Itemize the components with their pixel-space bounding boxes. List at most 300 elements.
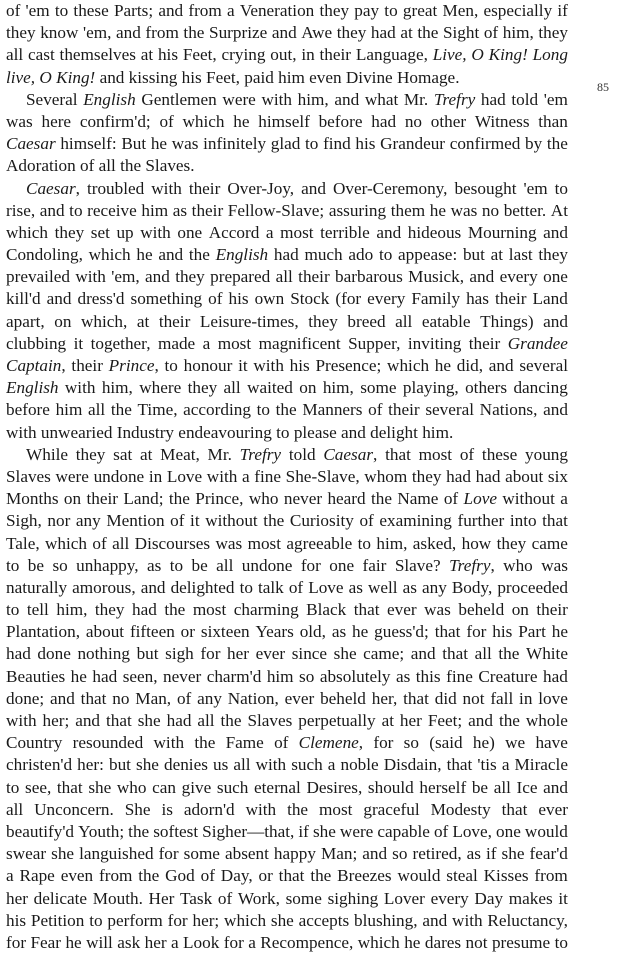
word: adorn'd: [183, 799, 235, 819]
word: of: [208, 289, 223, 309]
word: Ice: [516, 777, 538, 797]
word: for: [223, 932, 244, 952]
word: graceful: [363, 799, 420, 819]
word: him: [55, 400, 83, 420]
word: Man,: [135, 688, 172, 708]
word: She: [124, 799, 151, 819]
text-line: [6, 22, 568, 44]
word: a: [560, 489, 568, 509]
word: But: [121, 134, 147, 154]
word: which: [88, 245, 131, 265]
word: Long: [532, 45, 568, 65]
word: O: [471, 45, 484, 65]
word: breed: [347, 311, 386, 331]
justified-words: [6, 821, 568, 843]
word: delighted: [170, 577, 235, 597]
word: any: [197, 688, 222, 708]
word: him,: [376, 533, 408, 553]
page-number: 85: [597, 80, 609, 94]
text-line: [6, 777, 568, 799]
word: to: [256, 400, 270, 420]
word: much: [304, 245, 343, 265]
word: that: [105, 711, 132, 730]
word: Mouth.: [92, 888, 143, 908]
word: they: [411, 466, 442, 486]
word: herself: [419, 777, 467, 797]
word: every: [499, 267, 538, 287]
word: us: [212, 755, 229, 775]
word: in: [519, 688, 533, 708]
text-line: [6, 422, 568, 444]
word: Love: [166, 466, 203, 486]
word: other: [430, 111, 467, 131]
word: him,: [502, 23, 534, 43]
word: know: [40, 23, 79, 43]
word: he: [352, 622, 369, 642]
word: she: [501, 844, 525, 864]
word: would: [397, 866, 441, 886]
word: which: [357, 932, 400, 952]
word: eatable: [421, 311, 471, 331]
word: retired,: [412, 844, 462, 864]
word: have: [535, 733, 568, 753]
word: several: [425, 400, 474, 420]
word: and: [543, 777, 568, 797]
word: 'tis: [477, 755, 497, 775]
word: of: [176, 688, 192, 708]
word: he): [472, 733, 495, 753]
word: Parts;: [113, 1, 154, 20]
word: their: [388, 400, 420, 420]
word: her;: [192, 910, 220, 930]
word: any: [75, 511, 101, 531]
word: to: [357, 533, 371, 553]
word: which: [45, 533, 88, 553]
word: him: [141, 200, 169, 220]
word: softest: [153, 821, 199, 841]
word: was: [424, 600, 451, 620]
word: talk: [258, 577, 284, 597]
word: which: [224, 910, 267, 930]
text-line: [6, 178, 568, 200]
word: Nation,: [227, 688, 279, 708]
word: but: [136, 644, 159, 664]
word: the: [110, 400, 132, 420]
word: agreeable: [286, 533, 353, 553]
word: she: [312, 821, 336, 841]
text-line: [6, 466, 568, 488]
text-line: [6, 799, 568, 821]
word: all: [216, 555, 234, 575]
word: others: [465, 378, 508, 398]
word: for: [466, 622, 487, 642]
word: Her: [148, 888, 175, 908]
word: troubled: [86, 178, 145, 198]
text-line: [6, 710, 568, 732]
word: Disdain,: [383, 755, 442, 775]
word: to: [6, 555, 20, 575]
word: that: [80, 688, 107, 708]
word: a: [265, 222, 274, 242]
word: with: [140, 222, 171, 242]
word: Slave?: [394, 555, 441, 575]
word: he: [70, 666, 87, 686]
word: Slaves: [247, 711, 293, 730]
word: all: [275, 267, 293, 287]
word: as: [331, 622, 347, 642]
word: ever: [387, 600, 417, 620]
word: on: [511, 600, 529, 620]
word: 'em,: [111, 267, 140, 287]
word: Plantation,: [6, 622, 80, 642]
word: Prince,: [195, 489, 244, 509]
word: Recompence,: [260, 932, 354, 952]
word: and: [46, 289, 72, 309]
word: should: [367, 777, 414, 797]
word: nor: [47, 511, 71, 531]
word: denies: [163, 755, 208, 775]
word: all: [223, 378, 241, 398]
word: had: [6, 644, 31, 664]
word: told: [288, 444, 316, 464]
word: at: [140, 45, 154, 65]
justified-words: [6, 22, 568, 44]
word: had: [92, 666, 118, 686]
word: had: [370, 23, 396, 43]
text-segment: and kissing his Feet, paid him even Divine Homage.: [95, 67, 460, 87]
word: would: [524, 821, 568, 841]
word: Mr.: [403, 89, 429, 109]
word: fifteen: [129, 622, 175, 642]
word: the: [183, 23, 205, 43]
text-line: [6, 865, 568, 887]
word: with: [245, 799, 277, 819]
word: She-Slave,: [285, 466, 360, 486]
word: of: [483, 23, 499, 43]
word: her: [6, 888, 28, 908]
justified-words: [6, 533, 568, 555]
word: makes: [508, 888, 553, 908]
word: on: [63, 489, 82, 509]
word: one: [543, 267, 568, 287]
justified-words: [6, 621, 568, 643]
word: not: [465, 932, 488, 952]
word: told: [511, 89, 539, 109]
word: we: [505, 733, 526, 753]
word: had: [542, 666, 568, 686]
word: had: [273, 245, 299, 265]
word: better.: [503, 200, 547, 220]
word: he: [429, 200, 446, 220]
word: fear'd: [529, 844, 568, 864]
word: so: [52, 555, 68, 575]
word: with: [253, 356, 284, 375]
word: capable: [377, 821, 430, 841]
word: Youth;: [78, 821, 125, 841]
word: never: [283, 489, 323, 509]
text-line: [6, 355, 568, 377]
word: was: [215, 533, 243, 553]
word: sighing: [327, 888, 379, 908]
text-line: [6, 89, 568, 111]
word: a: [170, 932, 179, 952]
word: ever: [538, 799, 568, 819]
text-line: [6, 533, 568, 555]
text-line: [6, 643, 568, 665]
word: Land;: [123, 489, 164, 509]
justified-words: [6, 599, 568, 621]
word: came;: [363, 644, 405, 664]
word: who: [116, 777, 147, 797]
word: their: [495, 289, 527, 309]
text-line: [6, 621, 568, 643]
word: steal: [446, 866, 478, 886]
word: infinitely: [203, 134, 267, 154]
word: and: [145, 267, 170, 287]
word: came: [531, 533, 568, 553]
word: of: [359, 511, 374, 531]
word: appease:: [398, 245, 458, 265]
word: her;: [42, 711, 70, 730]
word: dancing: [513, 378, 568, 398]
word: with: [151, 178, 182, 198]
word: at: [490, 245, 504, 265]
text-line: [6, 888, 568, 910]
word: charming: [233, 600, 299, 620]
word: all: [6, 45, 24, 65]
word: of: [159, 111, 174, 131]
word: perform: [107, 910, 163, 930]
word: of: [217, 888, 233, 908]
word: was: [6, 111, 33, 131]
word: had: [480, 89, 506, 109]
word: some: [183, 844, 220, 864]
text-line: [6, 599, 568, 621]
word: Love: [308, 577, 344, 597]
word: with: [153, 733, 185, 753]
word: all: [233, 755, 251, 775]
word: what: [364, 89, 399, 109]
word: beheld: [320, 688, 366, 708]
word: done;: [6, 688, 45, 708]
word: Grandeur: [380, 134, 446, 154]
word: no: [481, 200, 500, 220]
word: beautify'd: [6, 821, 75, 841]
word: Clemene,: [298, 733, 364, 753]
text-line: [6, 932, 568, 954]
word: if: [557, 1, 568, 20]
word: his: [289, 356, 310, 375]
word: which: [182, 111, 225, 131]
word: her: [144, 932, 167, 952]
text-line: [6, 288, 568, 310]
word: most: [217, 333, 252, 353]
word: every: [367, 289, 406, 309]
word: and: [39, 200, 65, 220]
word: his: [355, 134, 376, 154]
word: they: [336, 23, 367, 43]
word: Petition: [30, 910, 85, 930]
word: the: [168, 489, 190, 509]
word: Trefry: [239, 444, 282, 464]
word: will: [86, 932, 113, 952]
justified-words: [6, 888, 568, 910]
word: the: [188, 245, 210, 265]
word: Language,: [355, 45, 428, 65]
word: they: [319, 1, 350, 20]
word: of: [459, 444, 475, 464]
word: they: [308, 311, 338, 331]
word: last: [508, 245, 533, 265]
justified-words: [6, 577, 568, 599]
word: Witness: [474, 111, 530, 131]
word: for: [300, 555, 321, 575]
text-line: [6, 67, 568, 89]
word: that: [353, 600, 380, 620]
word: such: [291, 755, 323, 775]
word: one: [177, 222, 203, 242]
word: Black: [306, 600, 347, 620]
word: Live,: [432, 45, 467, 65]
text-line: [6, 266, 568, 288]
word: whole: [525, 711, 568, 730]
word: inviting: [407, 333, 462, 353]
word: her:: [77, 755, 104, 775]
word: the: [128, 821, 150, 841]
word: her: [227, 644, 249, 664]
word: the: [546, 134, 568, 154]
word: had: [371, 111, 397, 131]
word: all: [112, 533, 130, 553]
word: she: [51, 844, 75, 864]
word: the: [263, 511, 285, 531]
word: Presence;: [315, 356, 382, 375]
word: and: [158, 245, 184, 265]
word: Trefry,: [449, 555, 495, 575]
word: seen,: [122, 666, 158, 686]
word: English: [6, 378, 59, 398]
word: as: [466, 844, 481, 864]
word: the: [194, 733, 216, 753]
word: a: [248, 932, 256, 952]
word: Grandee: [507, 333, 568, 353]
word: she: [136, 755, 159, 775]
word: him,: [101, 378, 133, 398]
word: with: [261, 89, 293, 109]
justified-words: [6, 932, 568, 954]
word: at: [381, 711, 394, 730]
word: and: [376, 222, 402, 242]
word: their: [191, 200, 224, 220]
word: they: [54, 222, 85, 242]
word: accepts: [298, 910, 350, 930]
word: old,: [299, 622, 326, 642]
text-line: [6, 0, 568, 22]
text-line: [6, 200, 568, 222]
justified-words: [6, 555, 568, 577]
justified-words: [6, 799, 568, 821]
word: Land: [532, 289, 568, 309]
word: at: [136, 311, 150, 331]
word: had: [166, 711, 192, 730]
word: resounded: [72, 733, 144, 753]
word: their: [71, 356, 103, 375]
text-segment: Adoration of all the Slaves.: [6, 156, 195, 176]
word: several: [519, 356, 568, 375]
word: that: [385, 444, 411, 464]
word: beheld: [458, 600, 505, 620]
word: Leisure-times,: [199, 311, 299, 331]
word: hideous: [407, 222, 462, 242]
text-line: [6, 444, 568, 466]
word: Work,: [237, 888, 280, 908]
word: and: [468, 711, 493, 730]
word: his: [157, 45, 179, 65]
text-line: [6, 155, 568, 177]
justified-words: [6, 466, 568, 488]
word: he: [136, 245, 153, 265]
word: before: [318, 111, 363, 131]
word: undone: [241, 555, 293, 575]
word: him,: [56, 600, 88, 620]
word: something: [130, 289, 203, 309]
word: that: [56, 777, 83, 797]
justified-words: [6, 488, 568, 510]
word: Tale,: [6, 533, 40, 553]
word: which,: [80, 311, 128, 331]
word: well: [367, 577, 398, 597]
word: a: [6, 866, 14, 886]
word: happy: [273, 844, 316, 864]
word: the: [417, 23, 439, 43]
justified-words: [6, 754, 568, 776]
word: their: [536, 600, 568, 620]
word: without: [205, 511, 258, 531]
word: Rape: [19, 866, 55, 886]
word: was: [450, 200, 478, 220]
justified-words: [6, 44, 568, 66]
word: which: [387, 356, 430, 375]
word: for: [167, 910, 188, 930]
word: fine: [254, 466, 282, 486]
word: for: [6, 932, 27, 952]
word: tell: [26, 600, 49, 620]
word: into: [509, 511, 537, 531]
word: and: [469, 267, 495, 287]
word: if: [486, 844, 497, 864]
word: how: [461, 533, 492, 553]
word: find: [323, 134, 351, 154]
word: even: [60, 866, 94, 886]
text-line: [6, 399, 568, 421]
word: here: [41, 111, 72, 131]
word: be: [191, 555, 208, 575]
text-line: [6, 244, 568, 266]
word: waited: [247, 378, 293, 398]
word: they: [187, 378, 218, 398]
word: Meat,: [160, 444, 200, 464]
word: and: [362, 844, 388, 864]
word: Name: [397, 489, 439, 509]
word: prevailed: [6, 267, 70, 287]
text-line: [6, 754, 568, 776]
word: with: [206, 466, 238, 486]
word: she: [137, 711, 161, 730]
word: own: [254, 289, 285, 309]
word: they: [94, 600, 125, 620]
word: Men,: [442, 1, 479, 20]
word: but: [462, 245, 485, 265]
